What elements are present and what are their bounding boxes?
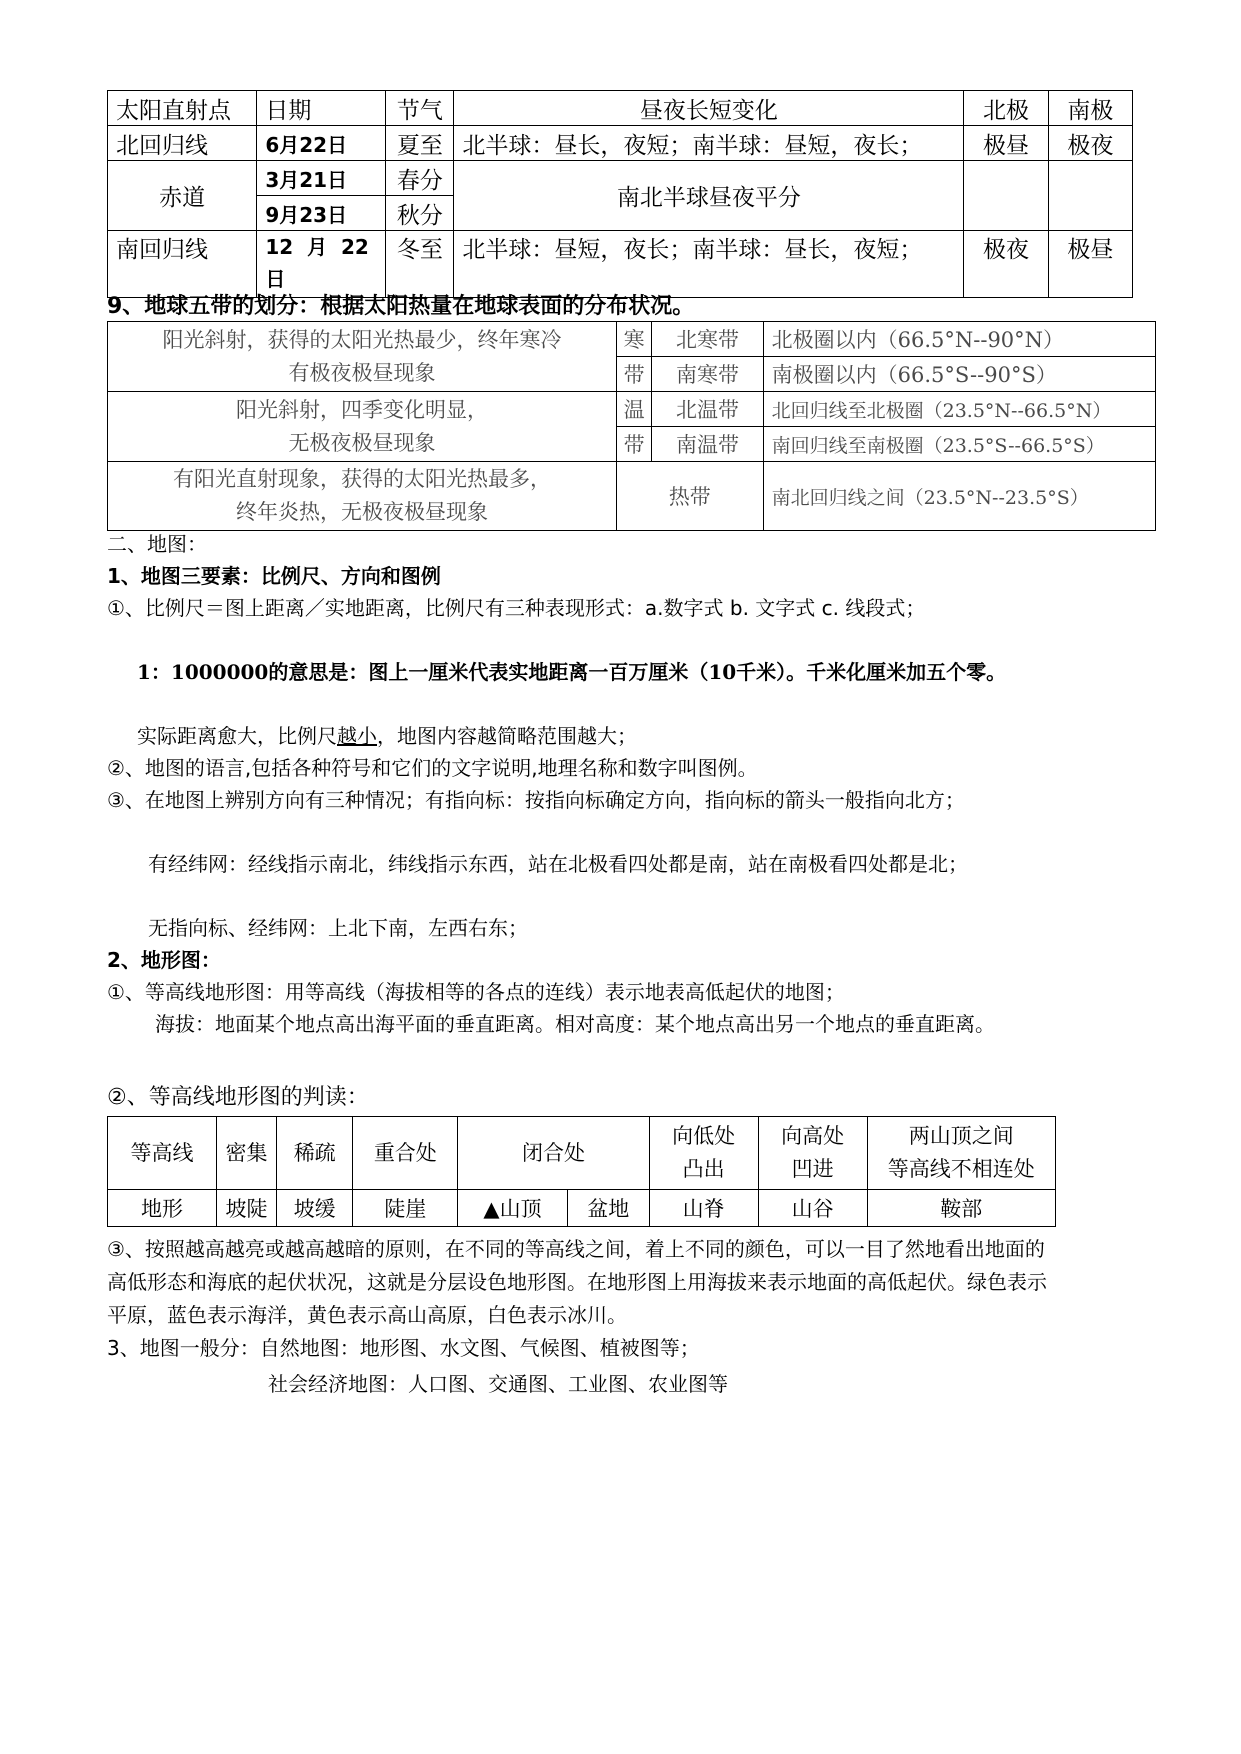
altitude-definition: 海拔：地面某个地点高出海平面的垂直距离。相对高度：某个地点高出另一个地点的垂直距离。 — [155, 1012, 995, 1036]
cell-ridge: 山脊 — [649, 1190, 758, 1227]
col-closed: 闭合处 — [458, 1117, 649, 1190]
col-contour: 等高线 — [108, 1117, 217, 1190]
cell-steep: 坡陡 — [216, 1190, 276, 1227]
table-row — [108, 462, 1156, 531]
tropical-desc: 有阳光直射现象，获得的太阳光热最多， 终年炎热，无极夜极昼现象 — [108, 462, 617, 531]
cold-desc: 阳光斜射，获得的太阳光热最少，终年寒冷 有极夜极昼现象 — [108, 322, 617, 392]
contour-definition: ①、等高线地形图：用等高线（海拔相等的各点的连线）表示地表高低起伏的地图； — [107, 980, 845, 1004]
cell-term: 冬至 — [386, 231, 454, 298]
direction-default: 无指向标、经纬网：上北下南，左西右东； — [148, 916, 528, 940]
cell-term: 夏至 — [386, 126, 454, 161]
cell-date: 3月21日 — [257, 161, 386, 196]
north-frigid-range: 北极圈以内（66.5°N--90°N） — [763, 322, 1155, 357]
layered-color-p2: 高低形态和海底的起伏状况，这就是分层设色地形图。在地形图上用海拔来表示地面的高低起伏。绿色表示 — [107, 1270, 1047, 1294]
zones-table — [107, 321, 1156, 531]
col-dense: 密集 — [216, 1117, 276, 1190]
cell-basin: 盆地 — [567, 1190, 649, 1227]
temperate-desc: 阳光斜射，四季变化明显， 无极夜极昼现象 — [108, 392, 617, 462]
temperate-group: 带 — [616, 427, 651, 462]
cell-term: 秋分 — [386, 196, 454, 231]
table-row — [108, 161, 1133, 196]
south-temperate-range: 南回归线至南极圈（23.5°S--66.5°S） — [763, 427, 1155, 462]
south-frigid-range: 南极圈以内（66.5°S--90°S） — [763, 357, 1155, 392]
map-types-natural: 3、地图一般分：自然地图：地形图、水文图、气候图、植被图等； — [107, 1336, 700, 1360]
col-between-peaks: 两山顶之间 等高线不相连处 — [867, 1117, 1055, 1190]
cell-peak: ▲山顶 — [458, 1190, 568, 1227]
cell-south: 极夜 — [1048, 126, 1132, 161]
table-row — [108, 1190, 1056, 1227]
cell-date: 6月22日 — [257, 126, 386, 161]
scale-definition: ①、比例尺＝图上距离／实地距离，比例尺有三种表现形式：a.数字式 b. 文字式 c. 线段式； — [107, 596, 926, 620]
map-types-social: 社会经济地图：人口图、交通图、工业图、农业图等 — [268, 1372, 728, 1396]
cell-change: 北半球：昼长，夜短；南半球：昼短，夜长； — [454, 126, 964, 161]
cell-valley: 山谷 — [758, 1190, 867, 1227]
cell-cliff: 陡崖 — [353, 1190, 458, 1227]
scale-example: 1：1000000的意思是：图上一厘米代表实地距离一百万厘米（10千米）。千米化厘米加五个零。 — [137, 660, 1007, 684]
direction-rule: ③、在地图上辨别方向有三种情况；有指向标：按指向标确定方向，指向标的箭头一般指向北方； — [107, 788, 965, 812]
scale-rule: 实际距离愈大，比例尺越小，地图内容越简略范围越大； — [137, 724, 637, 748]
col-concave: 向高处 凹进 — [758, 1117, 867, 1190]
cell-date: 12 月 22 日 — [257, 231, 386, 298]
cell-change: 北半球：昼短，夜长；南半球：昼长，夜短； — [454, 231, 964, 298]
cold-group: 寒 — [616, 322, 651, 357]
contour-reading-title: ②、等高线地形图的判读： — [107, 1085, 369, 1110]
table-row — [108, 392, 1156, 427]
layered-color-p3: 平原，蓝色表示海洋，黄色表示高山高原，白色表示冰川。 — [107, 1303, 627, 1327]
north-frigid-name: 北寒带 — [652, 322, 763, 357]
contour-table-header — [108, 1117, 1056, 1190]
cell-south — [1048, 161, 1132, 231]
south-temperate-name: 南温带 — [652, 427, 763, 462]
map-heading: 二、地图： — [107, 532, 207, 556]
north-temperate-name: 北温带 — [652, 392, 763, 427]
tropical-range: 南北回归线之间（23.5°N--23.5°S） — [763, 462, 1155, 531]
layered-color-p1: ③、按照越高越亮或越高越暗的原则，在不同的等高线之间，着上不同的颜色，可以一目了然地看出地面的 — [107, 1237, 1045, 1261]
col-sparse: 稀疏 — [277, 1117, 353, 1190]
cell-saddle: 鞍部 — [867, 1190, 1055, 1227]
tropical-name: 热带 — [616, 462, 763, 531]
cell-north: 极夜 — [964, 231, 1048, 298]
south-frigid-name: 南寒带 — [652, 357, 763, 392]
table-row — [108, 322, 1156, 357]
cell-gentle: 坡缓 — [277, 1190, 353, 1227]
col-north: 北极 — [964, 91, 1048, 126]
cell-point: 南回归线 — [108, 231, 257, 298]
north-temperate-range: 北回归线至北极圈（23.5°N--66.5°N） — [763, 392, 1155, 427]
cell-north: 极昼 — [964, 126, 1048, 161]
solar-table-header — [108, 91, 1133, 126]
cell-landform: 地形 — [108, 1190, 217, 1227]
cell-north — [964, 161, 1048, 231]
col-point: 太阳直射点 — [108, 91, 257, 126]
section-2-title: 2、地形图： — [107, 948, 221, 972]
table-row — [108, 231, 1133, 298]
cell-south: 极昼 — [1048, 231, 1132, 298]
table-row — [108, 126, 1133, 161]
cold-group: 带 — [616, 357, 651, 392]
section-1-title: 1、地图三要素：比例尺、方向和图例 — [107, 564, 441, 588]
col-convex: 向低处 凸出 — [649, 1117, 758, 1190]
cell-point: 赤道 — [108, 161, 257, 231]
solar-table — [107, 90, 1133, 298]
direction-graticule: 有经纬网：经线指示南北，纬线指示东西，站在北极看四处都是南，站在南极看四处都是北； — [148, 852, 968, 876]
cell-date: 9月23日 — [257, 196, 386, 231]
cell-change: 南北半球昼夜平分 — [454, 161, 964, 231]
section-9-title: 9、地球五带的划分：根据太阳热量在地球表面的分布状况。 — [107, 294, 695, 319]
cell-term: 春分 — [386, 161, 454, 196]
col-date: 日期 — [257, 91, 386, 126]
col-term: 节气 — [386, 91, 454, 126]
legend-definition: ②、地图的语言,包括各种符号和它们的文字说明,地理名称和数字叫图例。 — [107, 756, 758, 780]
cell-point: 北回归线 — [108, 126, 257, 161]
col-overlap: 重合处 — [353, 1117, 458, 1190]
col-change: 昼夜长短变化 — [454, 91, 964, 126]
col-south: 南极 — [1048, 91, 1132, 126]
contour-table — [107, 1116, 1056, 1227]
temperate-group: 温 — [616, 392, 651, 427]
